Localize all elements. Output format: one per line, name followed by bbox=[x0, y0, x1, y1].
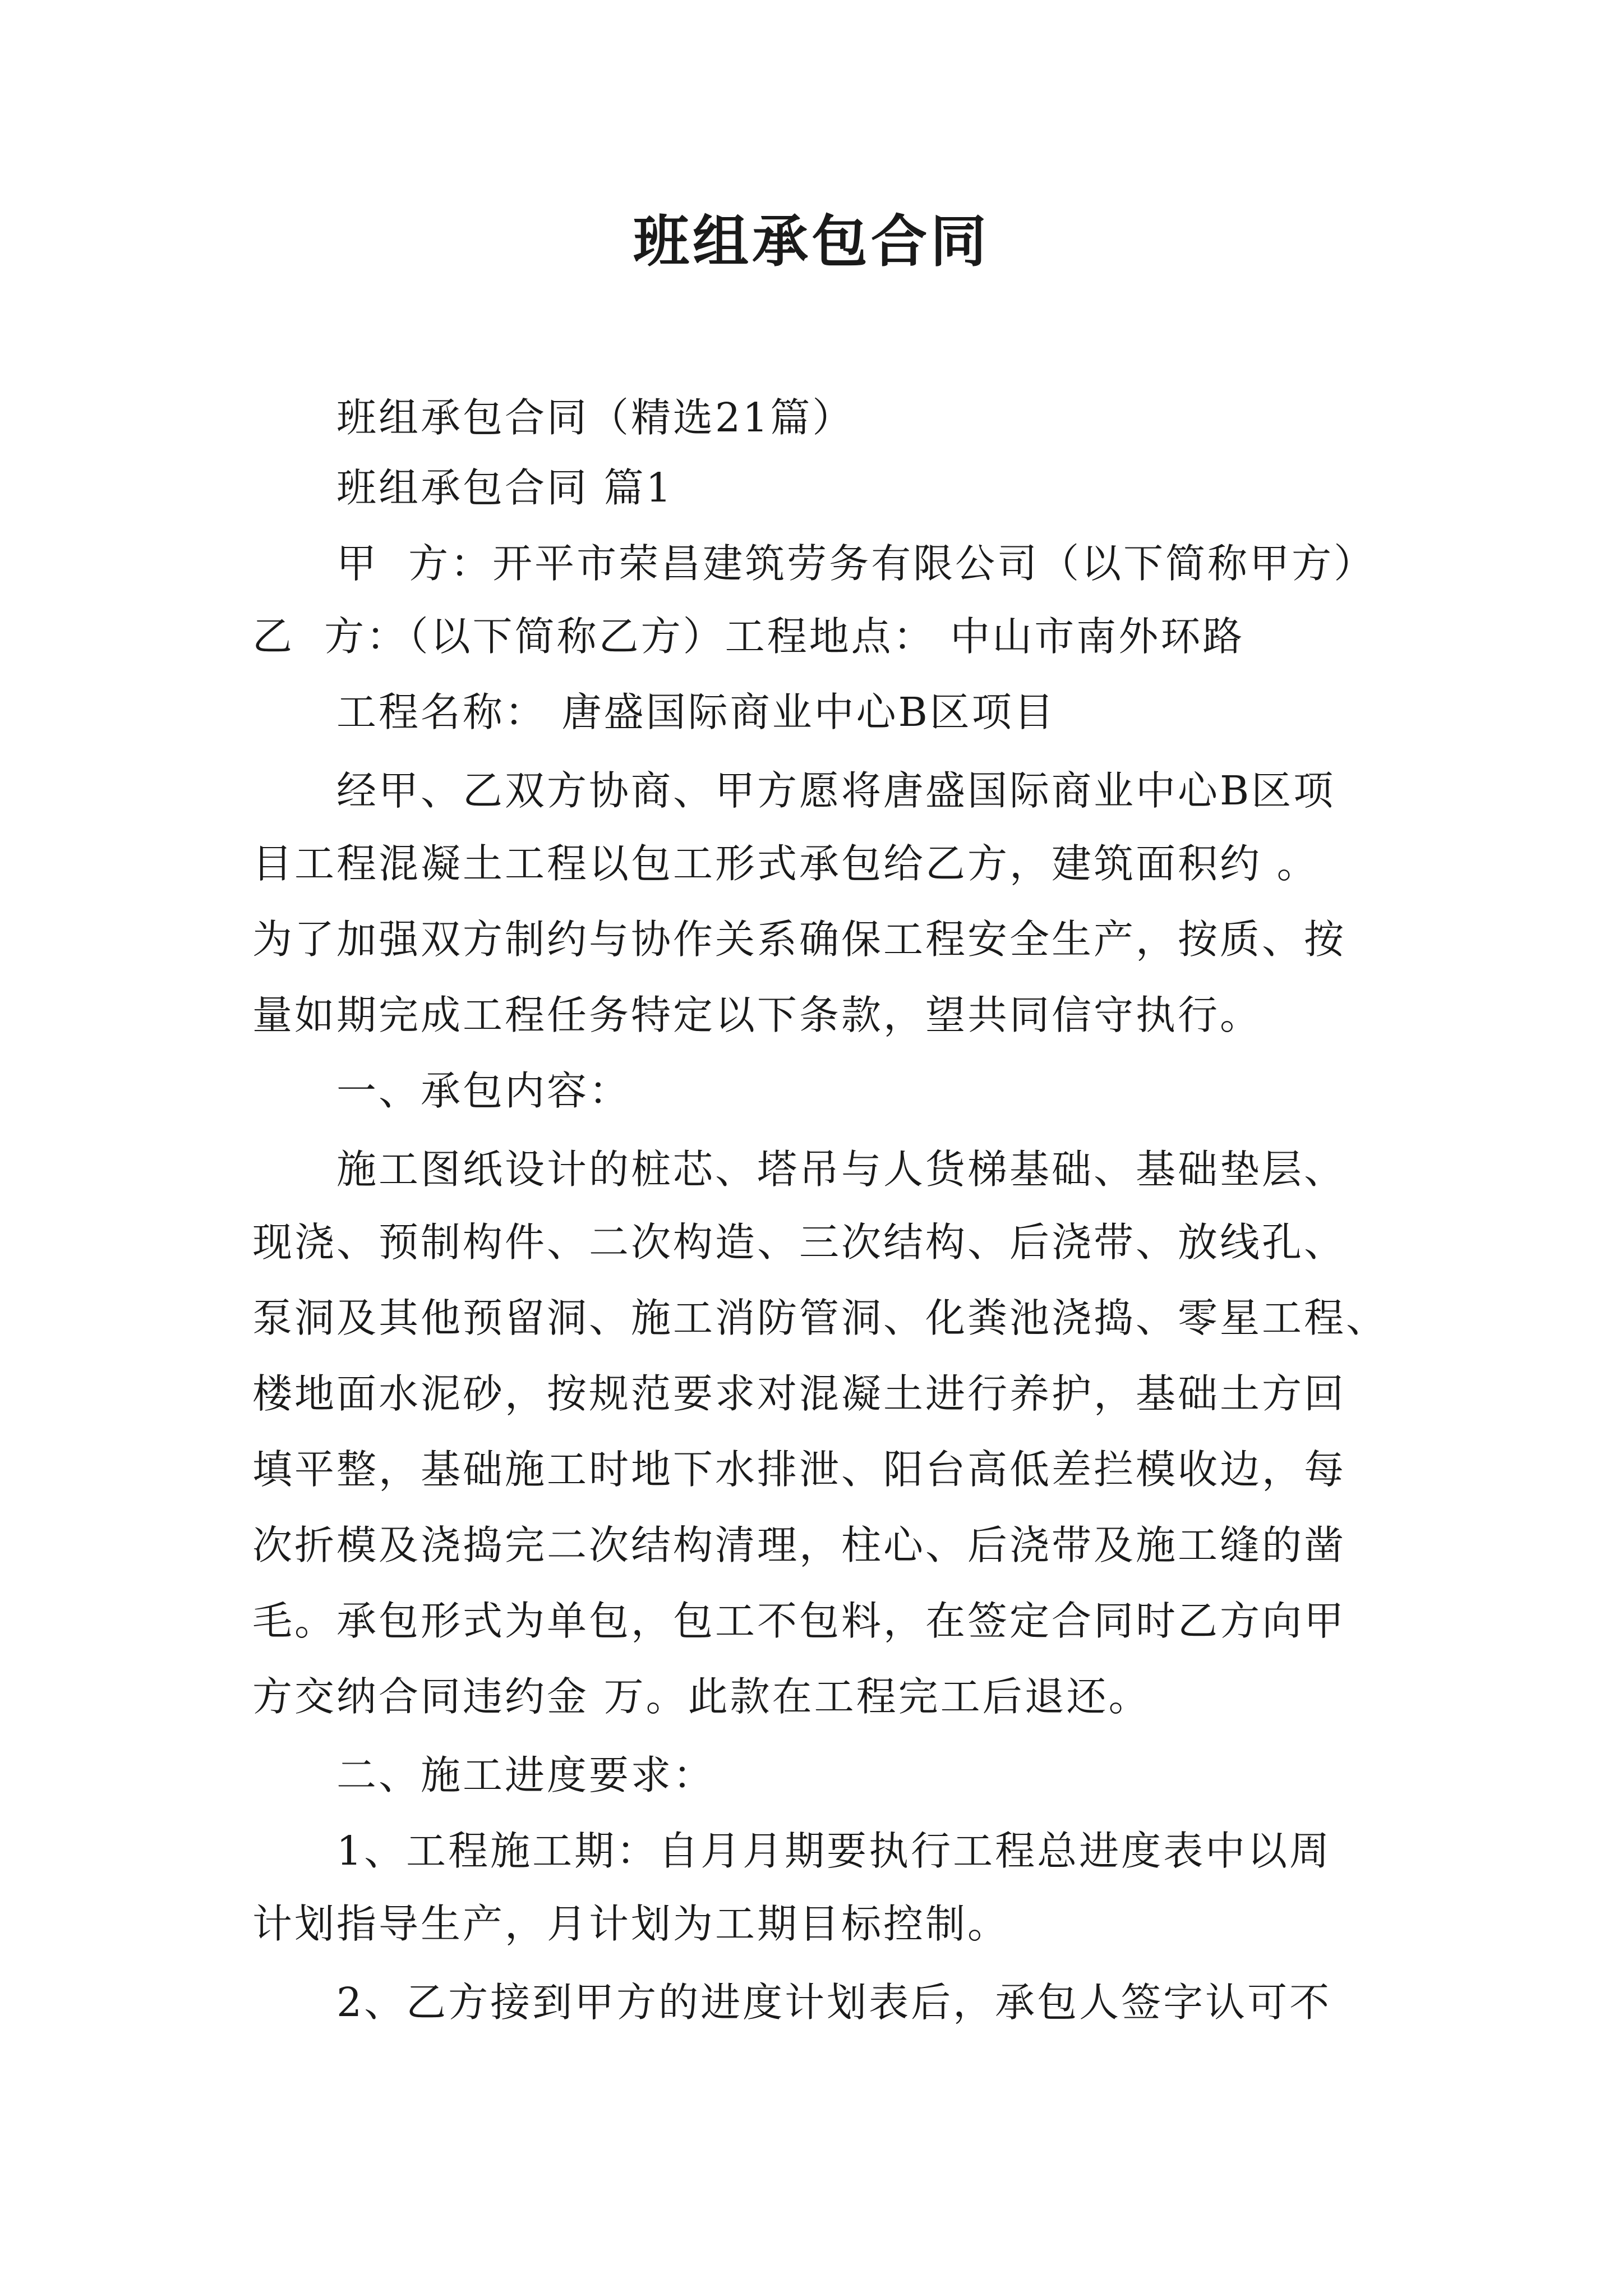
paragraph-line: 填平整，基础施工时地下水排泄、阳台高低差拦模收边，每 bbox=[252, 1446, 1347, 1493]
section-heading: 一、承包内容： bbox=[336, 1068, 631, 1114]
paragraph-line: 方交纳合同违约金 万。此款在工程完工后退还。 bbox=[252, 1673, 1151, 1720]
paragraph-line: 量如期完成工程任务特定以下条款，望共同信守执行。 bbox=[252, 992, 1262, 1038]
subtitle-line: 班组承包合同（精选21篇） bbox=[336, 394, 855, 441]
paragraph-line: 目工程混凝土工程以包工形式承包给乙方，建筑面积约 。 bbox=[252, 840, 1319, 887]
paragraph-line: 1、工程施工期：自月月期要执行工程总进度表中以周 bbox=[336, 1828, 1332, 1874]
paragraph-line: 经甲、乙双方协商、甲方愿将唐盛国际商业中心B区项 bbox=[336, 767, 1336, 814]
party-b-line: 乙 方：（以下简称乙方）工程地点： 中山市南外环路 bbox=[252, 613, 1245, 660]
paragraph-line: 计划指导生产，月计划为工期目标控制。 bbox=[252, 1901, 1010, 1947]
section-heading: 二、施工进度要求： bbox=[336, 1752, 716, 1798]
paragraph-line: 毛。承包形式为单包，包工不包料，在签定合同时乙方向甲 bbox=[252, 1598, 1347, 1644]
paragraph-line: 为了加强双方制约与协作关系确保工程安全生产，按质、按 bbox=[252, 916, 1347, 963]
paragraph-line: 泵洞及其他预留洞、施工消防管洞、化粪池浇捣、零星工程、 bbox=[252, 1295, 1389, 1341]
project-name-line: 工程名称： 唐盛国际商业中心B区项目 bbox=[336, 689, 1056, 735]
paragraph-line: 施工图纸设计的桩芯、塔吊与人货梯基础、基础垫层、 bbox=[336, 1146, 1347, 1193]
section-heading: 班组承包合同 篇1 bbox=[336, 464, 674, 511]
paragraph-line: 2、乙方接到甲方的进度计划表后，承包人签字认可不 bbox=[336, 1979, 1332, 2026]
paragraph-line: 次折模及浇捣完二次结构清理，柱心、后浇带及施工缝的凿 bbox=[252, 1522, 1347, 1568]
document-title: 班组承包合同 bbox=[633, 208, 990, 274]
party-a-line: 甲 方：开平市荣昌建筑劳务有限公司（以下简称甲方） bbox=[336, 540, 1376, 587]
paragraph-line: 现浇、预制构件、二次构造、三次结构、后浇带、放线孔、 bbox=[252, 1219, 1347, 1266]
paragraph-line: 楼地面水泥砂，按规范要求对混凝土进行养护，基础土方回 bbox=[252, 1370, 1347, 1417]
